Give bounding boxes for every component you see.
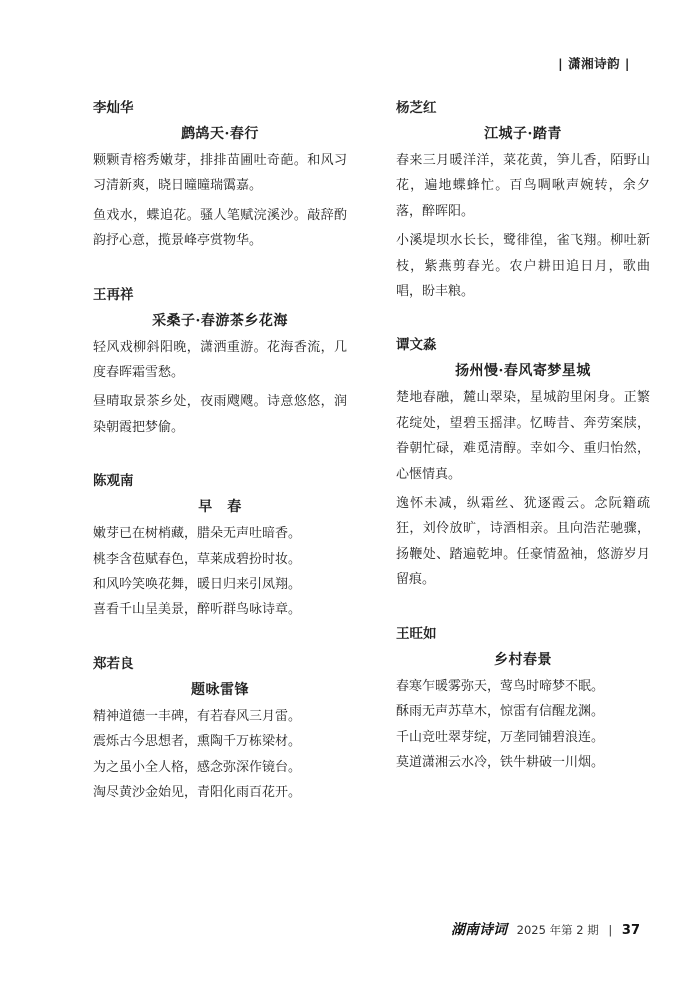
page-number: 37 bbox=[621, 923, 640, 938]
poem-line: 莫道潇湘云水冷，铁牛耕破一川烟。 bbox=[396, 754, 605, 770]
poem-block bbox=[93, 652, 347, 806]
poem-paragraph: 楚地春融，麓山翠染，星城韵里闲身。正繁花绽处，望碧玉摇津。忆畴昔、奔劳案牍，眷朝忙碌，难觅清醇。幸如今、重归怡然，心惬情真。 bbox=[396, 390, 650, 482]
poem-author: 郑若良 bbox=[93, 655, 134, 672]
poem-title: 题咏雷锋 bbox=[191, 681, 249, 698]
poem-line: 精神道德一丰碑，有若春风三月雷。 bbox=[93, 708, 302, 724]
poem-paragraph: 轻风戏柳斜阳晚，潇洒重游。花海香流，几度春晖霜雪愁。 bbox=[93, 339, 347, 381]
poem-line: 为之虽小全人格，感念弥深作镜台。 bbox=[93, 759, 302, 775]
poem-line: 千山竞吐翠芽绽，万垄同铺碧浪连。 bbox=[396, 729, 605, 745]
poem-verse bbox=[396, 674, 650, 776]
page-footer bbox=[0, 919, 640, 939]
poem-line: 桃李含苞赋春色，草莱成碧扮时妆。 bbox=[93, 551, 302, 567]
poem-block bbox=[93, 283, 347, 441]
poem-author: 李灿华 bbox=[93, 100, 134, 116]
poem-block bbox=[396, 96, 650, 304]
poem-block bbox=[396, 622, 650, 776]
poem-title: 早 春 bbox=[198, 499, 242, 516]
left-column bbox=[93, 96, 347, 835]
poem-paragraph: 春来三月暖洋洋，菜花黄，笋儿香，陌野山花，遍地蝶蜂忙。百鸟啁啾声婉转，余夕落，醉晖阳。 bbox=[396, 153, 650, 219]
poem-title: 鹧鸪天·春行 bbox=[181, 126, 259, 142]
poem-title: 扬州慢·春风寄梦星城 bbox=[455, 363, 591, 380]
poem-line: 酥雨无声苏草木，惊雷有信醒龙渊。 bbox=[396, 704, 605, 720]
poem-line: 嫩芽已在树梢藏，腊朵无声吐暗香。 bbox=[93, 526, 302, 542]
poem-paragraph: 小溪堤坝水长长，鹭徘徨，雀飞翔。柳吐新枝，紫燕剪春光。农户耕田追日月，歌曲唱，盼丰粮。 bbox=[396, 233, 650, 300]
poem-author: 陈观南 bbox=[93, 473, 134, 490]
poem-block bbox=[93, 469, 347, 623]
poem-line: 喜看千山呈美景，醉听群鸟咏诗章。 bbox=[93, 602, 302, 618]
poem-block bbox=[396, 333, 650, 592]
footer-divider: | bbox=[608, 923, 613, 937]
poem-paragraph: 昼晴取景茶乡处，夜雨飕飕。诗意悠悠，润染朝霞把梦偷。 bbox=[93, 394, 347, 435]
poem-title: 江城子·踏青 bbox=[484, 126, 562, 142]
poem-title: 采桑子·春游茶乡花海 bbox=[152, 312, 288, 329]
poem-title: 乡村春景 bbox=[494, 651, 552, 668]
poem-author: 王再祥 bbox=[93, 286, 134, 303]
section-tag: | 潇湘诗韵 | bbox=[558, 56, 630, 71]
poem-line: 春寒乍暖雾弥天，莺鸟时啼梦不眠。 bbox=[396, 678, 605, 694]
poem-block bbox=[93, 96, 347, 254]
poem-author: 谭文淼 bbox=[396, 337, 437, 354]
poem-line: 和风吟笑唤花舞，暖日归来引凤翔。 bbox=[93, 577, 302, 593]
poem-verse bbox=[93, 521, 347, 623]
poem-author: 王旺如 bbox=[396, 625, 437, 642]
poem-author: 杨芝红 bbox=[396, 100, 437, 116]
poem-paragraph: 颗颗青榕秀嫩芽，排排苗圃吐奇葩。和风习习清新爽，晓日曈曈瑞霭嘉。 bbox=[93, 153, 347, 194]
poem-verse bbox=[93, 704, 347, 806]
poem-line: 淘尽黄沙金始见，青阳化雨百花开。 bbox=[93, 785, 302, 801]
poem-line: 震烁古今思想者，熏陶千万栋梁材。 bbox=[93, 734, 302, 750]
poem-paragraph: 鱼戏水，蝶追花。骚人笔赋浣溪沙。敲辞酌韵抒心意，揽景峰亭赏物华。 bbox=[93, 207, 347, 249]
magazine-logo: 湖南诗词 bbox=[451, 922, 507, 938]
poem-paragraph: 逸怀未减，纵霜丝、犹逐霞云。念阮籍疏狂，刘伶放旷，诗酒相亲。且向浩茫驰骤，扬鞭处、踏遍乾坤。任豪情盈袖，悠游岁月留痕。 bbox=[396, 496, 650, 588]
issue-label: 2025 年第 2 期 bbox=[516, 923, 599, 937]
right-column bbox=[396, 96, 650, 804]
